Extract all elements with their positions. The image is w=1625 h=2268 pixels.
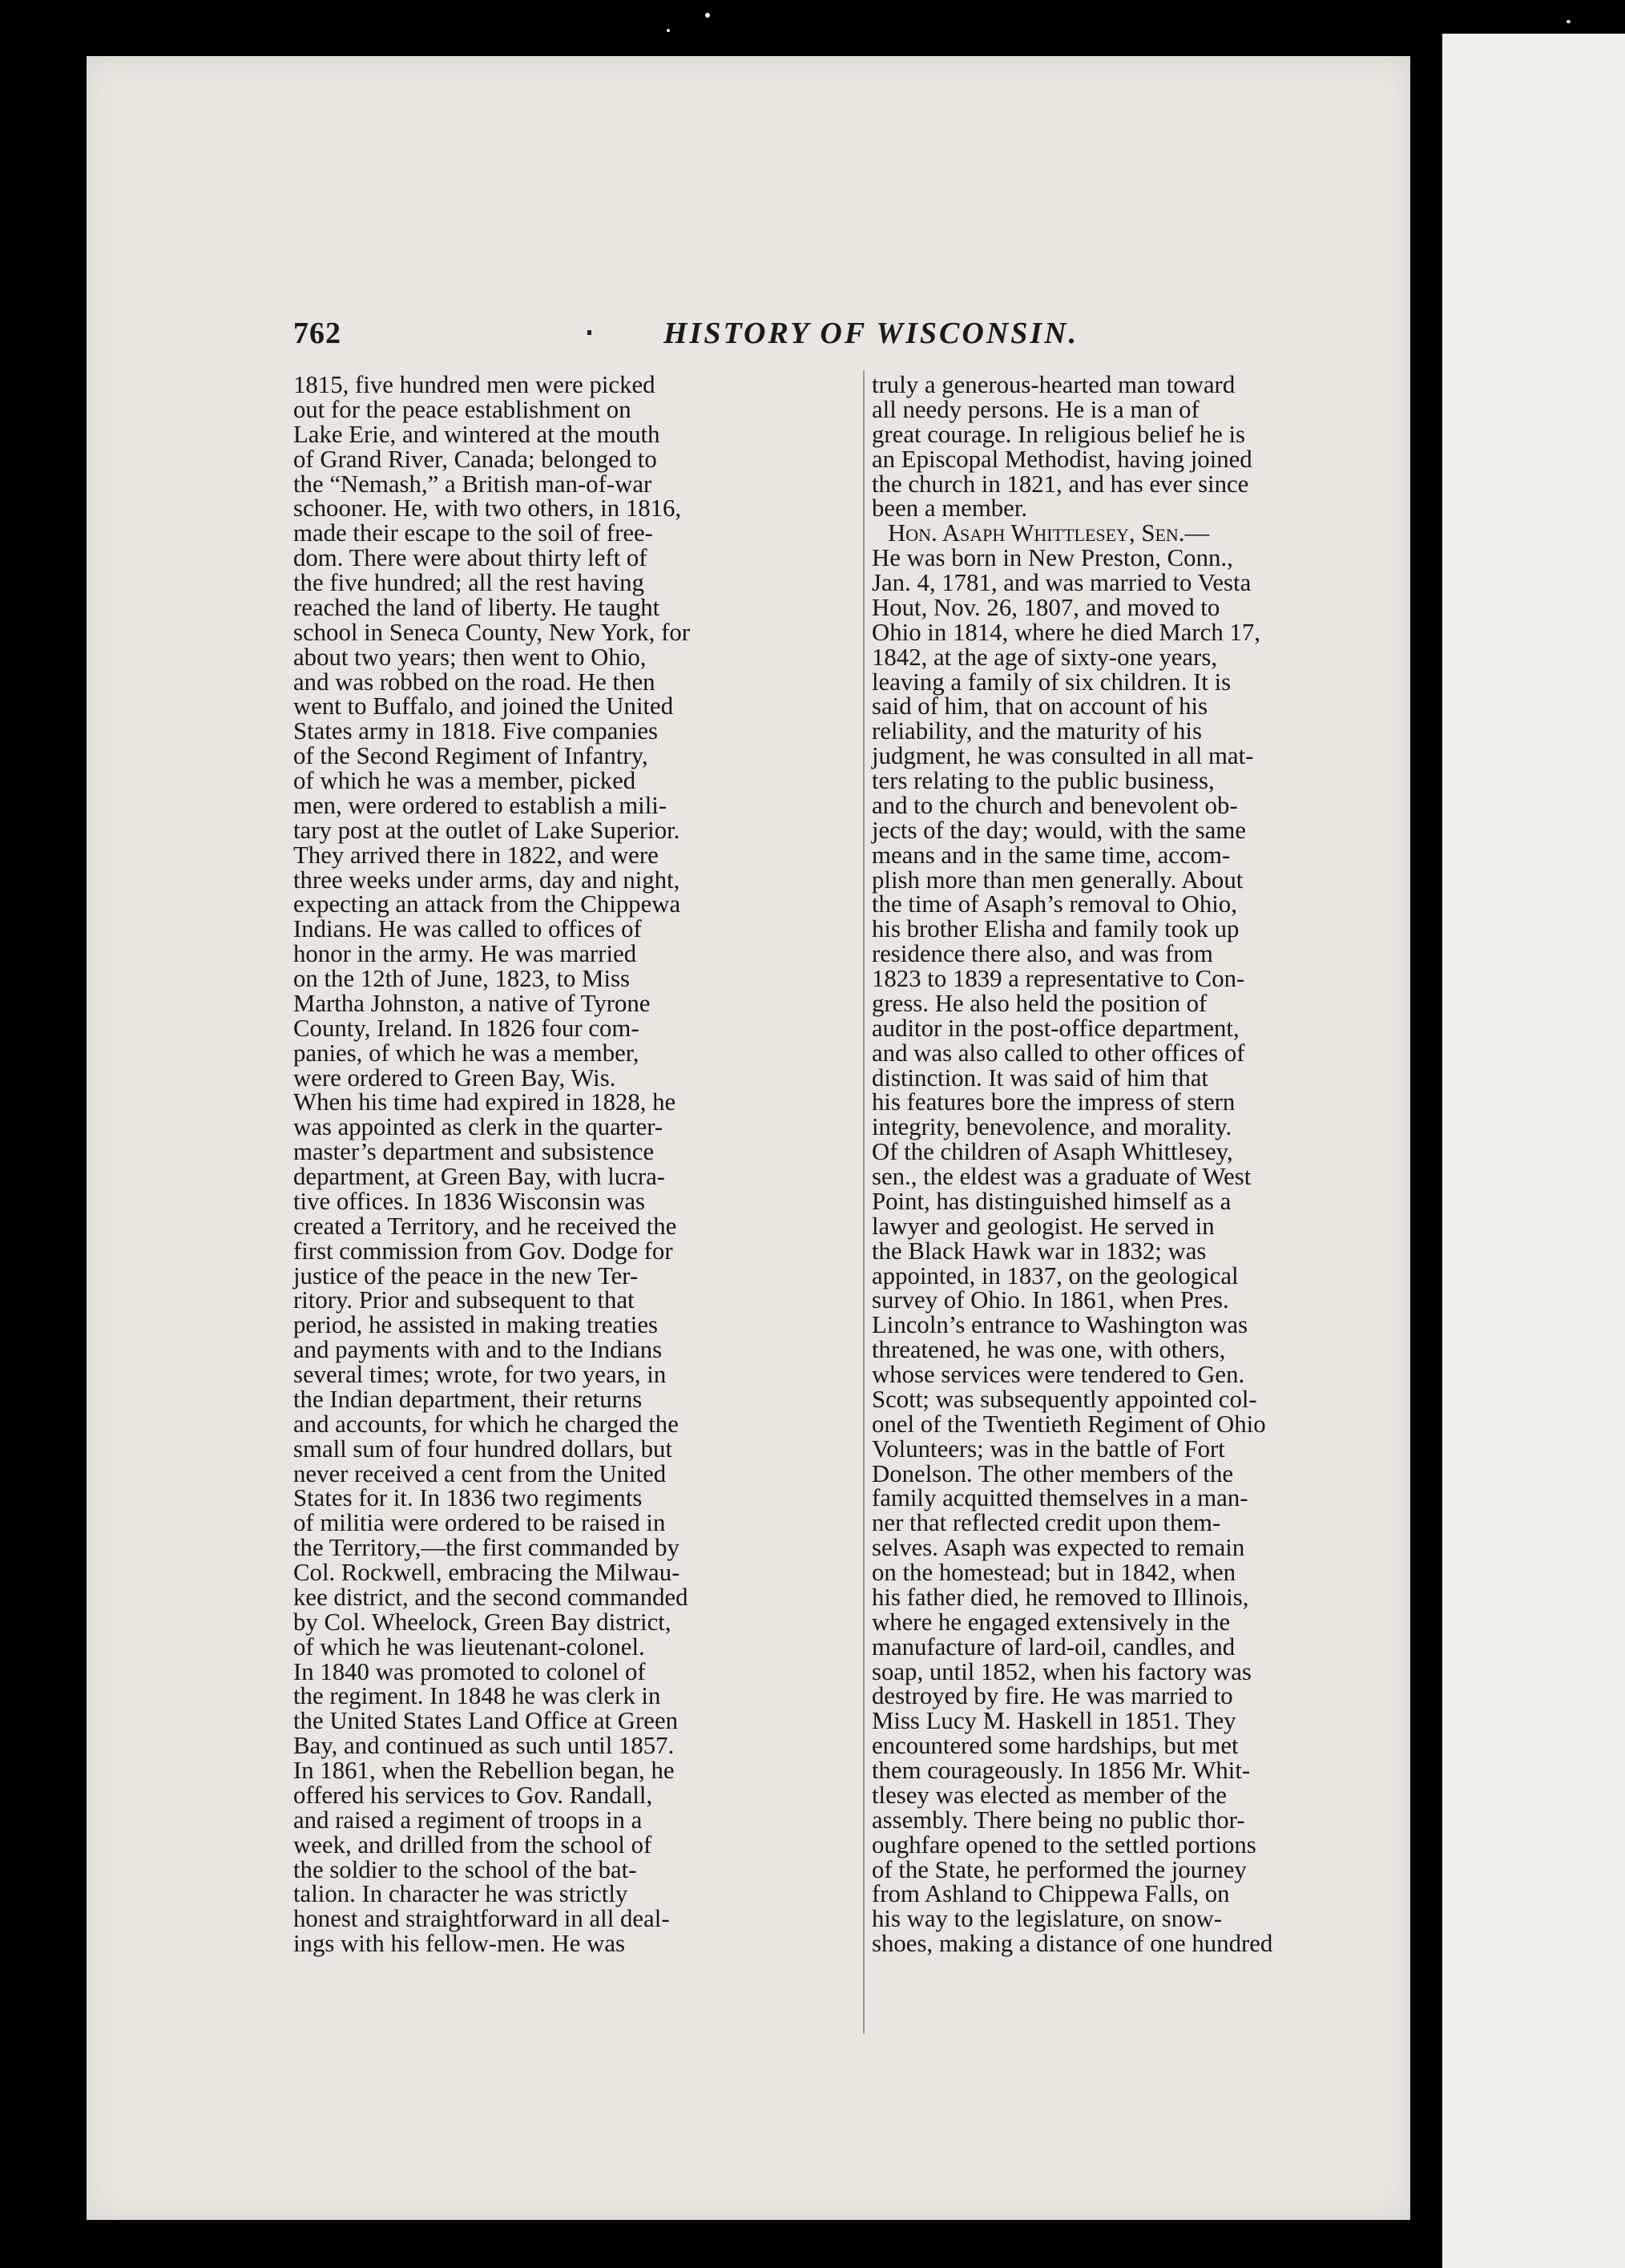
text-line: expecting an attack from the Chippewa [293,890,681,918]
text-line: residence there also, and was from [872,940,1213,968]
text-line: plish more than men generally. About [872,866,1244,894]
text-line: were ordered to Green Bay, Wis. [293,1063,616,1092]
text-line: great courage. In religious belief he is [872,420,1246,448]
text-line: justice of the peace in the new Ter- [293,1261,639,1289]
text-line: of the State, he performed the journey [872,1855,1247,1883]
text-line: assembly. There being no public thor- [872,1806,1245,1834]
text-line: truly a generous-hearted man toward [872,371,1236,398]
text-line: panies, of which he was a member, [293,1039,639,1067]
text-line: reached the land of liberty. He taught [293,593,660,621]
text-line: honest and straightforward in all deal- [293,1905,670,1933]
text-line: Miss Lucy M. Haskell in 1851. They [872,1707,1236,1735]
text-line: them courageously. In 1856 Mr. Whit- [872,1757,1251,1784]
text-line: the Territory,—the first commanded by [293,1534,679,1562]
text-line: Indians. He was called to offices of [293,915,642,943]
text-line: Donelson. The other members of the [872,1459,1234,1487]
text-line: whose services were tendered to Gen. [872,1361,1245,1388]
text-line: and was also called to other offices of [872,1039,1245,1067]
text-line: In 1840 was promoted to colonel of [293,1657,646,1685]
text-line: created a Territory, and he received the [293,1212,677,1240]
text-line: an Episcopal Methodist, having joined [872,445,1252,473]
text-line: men, were ordered to establish a mili- [293,791,667,819]
text-line: Bay, and continued as such until 1857. [293,1732,675,1760]
text-line: onel of the Twentieth Regiment of Ohio [872,1410,1266,1438]
left-text-column [293,373,854,1956]
text-line: selves. Asaph was expected to remain [872,1534,1245,1562]
text-line: 1842, at the age of sixty-one years, [872,643,1218,671]
text-line: out for the peace establishment on [293,395,631,423]
text-line: integrity, benevolence, and morality. [872,1113,1232,1141]
text-line: manufacture of lard-oil, candles, and [872,1632,1236,1661]
text-line: Point, has distinguished himself as a [872,1187,1232,1215]
text-line: the church in 1821, and has ever since [872,470,1249,498]
text-line: said of him, that on account of his [872,692,1208,720]
text-line: soap, until 1852, when his factory was [872,1657,1252,1685]
text-line: his way to the legislature, on snow- [872,1905,1223,1933]
text-line: week, and drilled from the school of [293,1830,652,1858]
text-line: where he engaged extensively in the [872,1608,1231,1636]
text-line: the United States Land Office at Green [293,1707,679,1735]
text-line: kee district, and the second commanded [293,1583,688,1611]
text-line: means and in the same time, accom- [872,841,1231,869]
text-line: Martha Johnston, a native of Tyrone [293,989,651,1017]
text-line: family acquitted themselves in a man- [872,1484,1248,1512]
text-line: dom. There were about thirty left of [293,544,647,572]
text-line: Lake Erie, and wintered at the mouth [293,420,660,448]
text-line: Hout, Nov. 26, 1807, and moved to [872,593,1220,621]
text-line: by Col. Wheelock, Green Bay district, [293,1608,671,1636]
page-number: 762 [293,317,341,350]
text-line: In 1861, when the Rebellion began, he [293,1757,675,1784]
text-line: of which he was a member, picked [293,767,636,794]
text-line: the regiment. In 1848 he was clerk in [293,1682,661,1710]
text-line: When his time had expired in 1828, he [293,1088,676,1116]
text-line: distinction. It was said of him that [872,1063,1208,1092]
text-line: and payments with and to the Indians [293,1336,663,1364]
heading-dash: — [1184,519,1210,547]
right-text-column [872,373,1353,1956]
text-line: destroyed by fire. He was married to [872,1682,1233,1710]
text-line: Jan. 4, 1781, and was married to Vesta [872,569,1252,596]
text-line: school in Seneca County, New York, for [293,618,690,646]
paragraph-continuation [872,373,1353,521]
text-line: was appointed as clerk in the quarter- [293,1113,663,1141]
text-line: He was born in New Preston, Conn., [872,544,1233,572]
adjacent-page-edge [1442,34,1625,2268]
text-line: sen., the eldest was a graduate of West [872,1163,1252,1190]
text-line: of Grand River, Canada; belonged to [293,445,657,473]
text-line: the Black Hawk war in 1832; was [872,1237,1207,1265]
header-ornament-dot [587,330,591,335]
text-line: his father died, he removed to Illinois, [872,1583,1249,1611]
text-line: tlesey was elected as member of the [872,1781,1227,1809]
text-line: Lincoln’s entrance to Washington was [872,1311,1248,1339]
scan-dust-speck [667,29,670,32]
text-line: and to the church and benevolent ob- [872,791,1238,819]
text-line: and raised a regiment of troops in a [293,1806,643,1834]
text-line: leaving a family of six children. It is [872,668,1232,696]
text-line: his brother Elisha and family took up [872,915,1240,943]
text-line: three weeks under arms, day and night, [293,866,680,894]
text-line: 1815, five hundred men were picked [293,371,655,398]
text-line: never received a cent from the United [293,1459,667,1487]
text-line: ritory. Prior and subsequent to that [293,1286,635,1314]
text-line: They arrived there in 1822, and were [293,841,659,869]
text-line: all needy persons. He is a man of [872,395,1200,423]
text-line: been a member. [872,494,1028,523]
scan-dust-speck [1567,20,1571,23]
text-line: of the Second Regiment of Infantry, [293,742,648,770]
text-line: Volunteers; was in the battle of Fort [872,1435,1225,1463]
text-line: the soldier to the school of the bat- [293,1855,637,1883]
text-line: threatened, he was one, with others, [872,1336,1226,1364]
text-line: survey of Ohio. In 1861, when Pres. [872,1286,1229,1314]
text-line: the Indian department, their returns [293,1385,643,1413]
text-line: first commission from Gov. Dodge for [293,1237,673,1265]
text-line: auditor in the post-office department, [872,1014,1240,1042]
text-line: judgment, he was consulted in all mat- [872,742,1254,770]
text-line: reliability, and the maturity of his [872,717,1202,745]
text-line: ters relating to the public business, [872,767,1215,794]
book-page [87,56,1410,2220]
text-line: Ohio in 1814, where he died March 17, [872,618,1260,646]
text-line: ner that reflected credit upon them- [872,1509,1221,1537]
text-line: tary post at the outlet of Lake Superior. [293,816,680,844]
text-line: made their escape to the soil of free- [293,519,653,547]
text-line: States army in 1818. Five companies [293,717,659,745]
text-line: period, he assisted in making treaties [293,1311,658,1339]
text-line: of which he was lieutenant-colonel. [293,1632,645,1661]
text-line: small sum of four hundred dollars, but [293,1435,673,1463]
text-line: ings with his fellow-men. He was [293,1930,625,1958]
text-line: offered his services to Gov. Randall, [293,1781,653,1809]
text-line: and was robbed on the road. He then [293,668,655,696]
text-line: from Ashland to Chippewa Falls, on [872,1880,1230,1908]
text-line: gress. He also held the position of [872,989,1208,1017]
text-line: Of the children of Asaph Whittlesey, [872,1138,1233,1166]
biography-heading-line [872,521,1353,546]
text-line: Col. Rockwell, embracing the Milwau- [293,1559,680,1586]
text-line: honor in the army. He was married [293,940,637,968]
text-line: encountered some hardships, but met [872,1732,1239,1760]
text-line: County, Ireland. In 1826 four com- [293,1014,639,1042]
text-line: master’s department and subsistence [293,1138,655,1166]
text-line: about two years; then went to Ohio, [293,643,647,671]
text-line: the time of Asaph’s removal to Ohio, [872,890,1237,918]
running-title: HISTORY OF WISCONSIN. [663,317,1079,350]
page-header [87,316,1410,356]
text-line: on the homestead; but in 1842, when [872,1559,1236,1586]
text-line: shoes, making a distance of one hundred [872,1930,1273,1958]
text-line: oughfare opened to the settled portions [872,1830,1256,1858]
text-line: and accounts, for which he charged the [293,1410,679,1438]
text-line: talion. In character he was strictly [293,1880,628,1908]
text-line: the five hundred; all the rest having [293,569,644,596]
text-line: lawyer and geologist. He served in [872,1212,1215,1240]
scan-dust-speck [705,13,710,18]
text-line: went to Buffalo, and joined the United [293,692,674,720]
text-line: 1823 to 1839 a representative to Con- [872,965,1245,992]
column-divider [863,370,865,2034]
text-line: department, at Green Bay, with lucra- [293,1163,666,1190]
biography-heading: Hon. Asaph Whittlesey, Sen. [888,519,1185,547]
text-line: on the 12th of June, 1823, to Miss [293,965,631,992]
text-line: tive offices. In 1836 Wisconsin was [293,1187,645,1215]
text-line: his features bore the impress of stern [872,1088,1236,1116]
text-line: States for it. In 1836 two regiments [293,1484,643,1512]
text-line: schooner. He, with two others, in 1816, [293,494,682,523]
text-line: the “Nemash,” a British man-of-war [293,470,652,498]
text-line: jects of the day; would, with the same [872,816,1246,844]
biography-paragraph [872,546,1353,1956]
text-line: Scott; was subsequently appointed col- [872,1385,1257,1413]
text-line: appointed, in 1837, on the geological [872,1261,1239,1289]
text-line: several times; wrote, for two years, in [293,1361,667,1388]
text-line: of militia were ordered to be raised in [293,1509,666,1537]
